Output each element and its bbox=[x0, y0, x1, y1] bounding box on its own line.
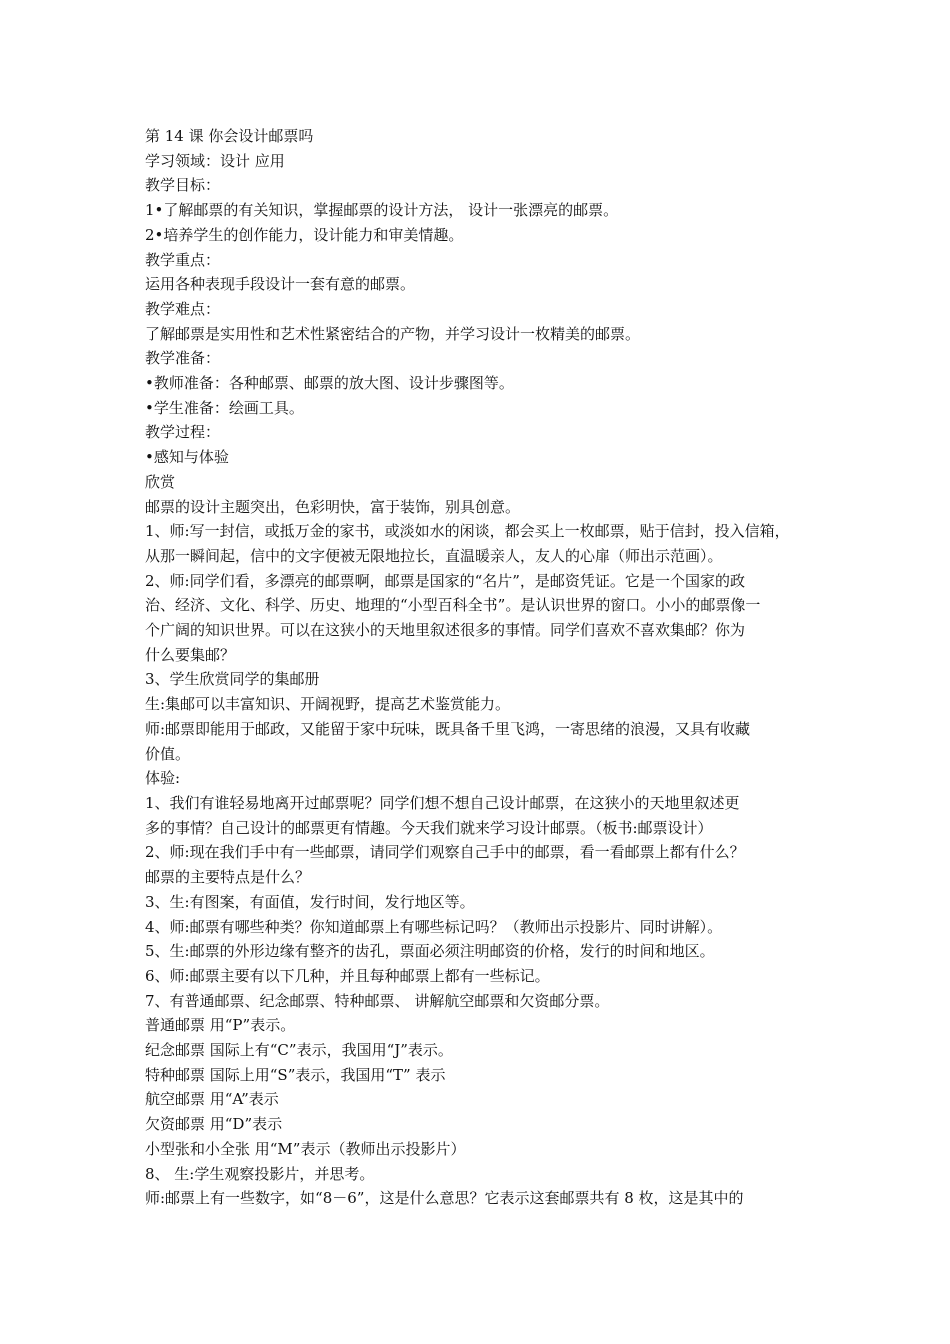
paragraph-line: 生:集邮可以丰富知识、开阔视野，提高艺术鉴赏能力。 bbox=[145, 695, 511, 714]
paragraph-line: 1、师:写一封信，或抵万金的家书，或淡如水的闲谈，都会买上一枚邮票，贴于信封，投入信箱， bbox=[145, 522, 790, 541]
paragraph-line: 5、生:邮票的外形边缘有整齐的齿孔，票面必须注明邮资的价格，发行的时间和地区。 bbox=[145, 942, 715, 961]
learning-domain: 学习领域：设计 应用 bbox=[145, 151, 285, 170]
paragraph-line: 3、学生欣赏同学的集邮册 bbox=[145, 670, 320, 689]
paragraph-line: 运用各种表现手段设计一套有意的邮票。 bbox=[145, 275, 416, 294]
subsection-heading: 体验: bbox=[145, 769, 181, 788]
section-heading-process: 教学过程： bbox=[145, 423, 221, 442]
paragraph-line: 邮票的主要特点是什么？ bbox=[145, 868, 311, 887]
paragraph-line: 了解邮票是实用性和艺术性紧密结合的产物，并学习设计一枚精美的邮票。 bbox=[145, 324, 641, 343]
paragraph-line: 2、师:现在我们手中有一些邮票，请同学们观察自己手中的邮票，看一看邮票上都有什么？ bbox=[145, 843, 745, 862]
subsection-heading: •感知与体验 bbox=[145, 448, 229, 467]
section-heading-key-points: 教学重点： bbox=[145, 250, 221, 269]
paragraph-line: 师:邮票上有一些数字，如“8－6”，这是什么意思？它表示这套邮票共有 8 枚，这是其中的 bbox=[145, 1189, 744, 1208]
paragraph-line: 从那一瞬间起，信中的文字便被无限地拉长，直温暖亲人，友人的心扉（师出示范画）。 bbox=[145, 546, 723, 565]
paragraph-line: 邮票的设计主题突出，色彩明快，富于装饰，别具创意。 bbox=[145, 497, 521, 516]
stamp-type-line: 特种邮票 国际上用“S”表示，我国用“T” 表示 bbox=[145, 1065, 446, 1084]
paragraph-line: 4、师:邮票有哪些种类？你知道邮票上有哪些标记吗？（教师出示投影片、同时讲解）。 bbox=[145, 917, 723, 936]
paragraph-line: 治、经济、文化、科学、历史、地理的“小型百科全书”。是认识世界的窗口。小小的邮票像一 bbox=[145, 596, 761, 615]
section-heading-preparation: 教学准备： bbox=[145, 349, 221, 368]
lesson-title: 第 14 课 你会设计邮票吗 bbox=[145, 127, 314, 145]
preparation-item: •学生准备：绘画工具。 bbox=[145, 398, 304, 417]
paragraph-line: 8、 生:学生观察投影片，并思考。 bbox=[145, 1164, 375, 1183]
section-heading-difficulties: 教学难点： bbox=[145, 299, 221, 318]
objective-item: 2•培养学生的创作能力，设计能力和审美情趣。 bbox=[145, 225, 464, 244]
preparation-item: •教师准备：各种邮票、邮票的放大图、设计步骤图等。 bbox=[145, 374, 514, 393]
paragraph-line: 7、有普通邮票、纪念邮票、特种邮票、 讲解航空邮票和欠资邮分票。 bbox=[145, 991, 610, 1010]
paragraph-line: 6、师:邮票主要有以下几种，并且每种邮票上都有一些标记。 bbox=[145, 966, 550, 985]
paragraph-line: 2、师:同学们看，多漂亮的邮票啊，邮票是国家的“名片”，是邮资凭证。它是一个国家的政 bbox=[145, 571, 745, 590]
stamp-type-line: 纪念邮票 国际上有“C”表示，我国用“J”表示。 bbox=[145, 1041, 453, 1060]
stamp-type-line: 普通邮票 用“P”表示。 bbox=[145, 1016, 296, 1035]
paragraph-line: 1、我们有谁轻易地离开过邮票呢？同学们想不想自己设计邮票，在这狭小的天地里叙述更 bbox=[145, 793, 740, 812]
stamp-type-line: 小型张和小全张 用“M”表示（教师出示投影片） bbox=[145, 1139, 466, 1158]
paragraph-line: 3、生:有图案，有面值，发行时间，发行地区等。 bbox=[145, 892, 475, 911]
objective-item: 1•了解邮票的有关知识，掌握邮票的设计方法， 设计一张漂亮的邮票。 bbox=[145, 201, 619, 220]
paragraph-line: 价值。 bbox=[145, 744, 191, 763]
stamp-type-line: 欠资邮票 用“D”表示 bbox=[145, 1115, 283, 1134]
paragraph-line: 师:邮票即能用于邮政，又能留于家中玩味，既具备千里飞鸿，一寄思绪的浪漫，又具有收藏 bbox=[145, 719, 751, 738]
subsection-heading: 欣赏 bbox=[145, 472, 176, 491]
paragraph-line: 多的事情？自己设计的邮票更有情趣。今天我们就来学习设计邮票。（板书:邮票设计） bbox=[145, 818, 713, 837]
paragraph-line: 什么要集邮？ bbox=[145, 645, 236, 664]
document-body bbox=[145, 124, 817, 1211]
stamp-type-line: 航空邮票 用“A”表示 bbox=[145, 1090, 279, 1109]
section-heading-objectives: 教学目标： bbox=[145, 176, 221, 195]
paragraph-line: 个广阔的知识世界。可以在这狭小的天地里叙述很多的事情。同学们喜欢不喜欢集邮？你为 bbox=[145, 621, 746, 640]
